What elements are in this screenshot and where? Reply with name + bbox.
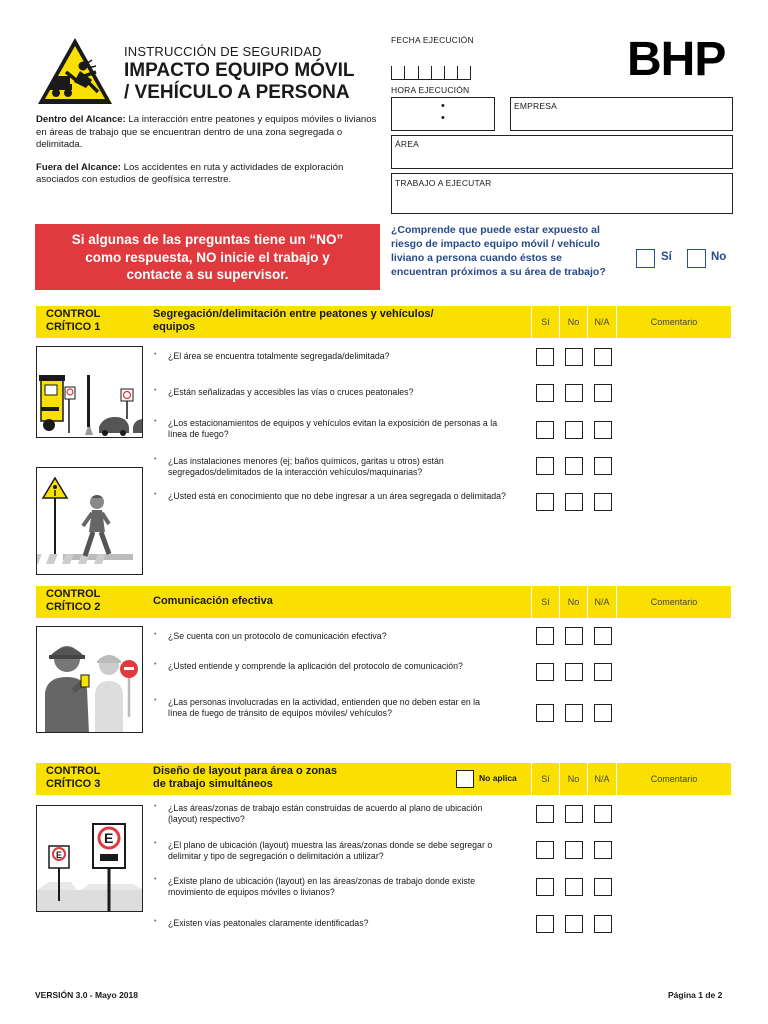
bullet-icon: • [154,418,157,425]
cc2-q3-na-checkbox[interactable] [594,704,612,722]
cc1-q4-no-checkbox[interactable] [565,457,583,475]
critical-control-2-label [46,588,100,614]
cc3-question-4: ¿Existen vías peatonales claramente identificadas? [168,918,369,928]
work-to-execute-field[interactable] [391,173,733,214]
version-label: VERSIÓN 3.0 - Mayo 2018 [35,990,138,1000]
cc3-title-line-2: de trabajo simultáneos [153,778,273,790]
cc3-label-line-2: CRÍTICO 3 [46,778,101,790]
page-number: Página 1 de 2 [668,990,723,1000]
cc1-title-line-1: Segregación/delimitación entre peatones y vehículos/ [153,308,434,320]
bullet-icon: • [154,876,157,883]
cc3-q3-si-checkbox[interactable] [536,878,554,896]
understand-no-label: No [711,251,727,263]
cc2-q3-si-checkbox[interactable] [536,704,554,722]
understand-yes-label: Sí [661,251,672,263]
critical-control-1-label [46,308,100,334]
in-scope-label: Dentro del Alcance: [36,114,126,125]
bhp-logo: BHP [627,33,726,86]
cc3-label-line-1: CONTROL [46,765,101,777]
cc1-q5-si-checkbox[interactable] [536,493,554,511]
cc2-question-3: ¿Las personas involucradas en la actividad, entienden que no deben estar en la línea de fuego de tránsito de equipos móviles/ vehículos? [168,697,481,718]
cc1-title-line-2: equipos [153,321,196,333]
understand-yes-checkbox[interactable] [636,249,655,268]
critical-control-1-title [153,308,434,334]
bullet-icon: • [154,631,157,638]
out-of-scope-label: Fuera del Alcance: [36,161,121,173]
col-header-si: Sí [532,763,559,795]
cc3-question-2: ¿El plano de ubicación (layout) muestra las áreas/zonas donde se debe segregar o delimitar y tipo de segregación o delimitación a utilizar? [168,840,493,861]
cc1-question-3: ¿Los estacionamientos de equipos y vehículos evitan la exposición de personas a la línea de fuego? [168,418,498,439]
execution-date-field[interactable] [391,48,471,80]
col-header-no: No [560,586,587,618]
stop-work-alert [35,224,380,290]
work-to-execute-label: TRABAJO A EJECUTAR [395,178,492,188]
col-header-si: Sí [532,306,559,338]
cc2-question-1: ¿Se cuenta con un protocolo de comunicación efectiva? [168,631,387,641]
cc3-q1-no-checkbox[interactable] [565,805,583,823]
area-field[interactable] [391,135,733,169]
cc2-q1-no-checkbox[interactable] [565,627,583,645]
cc2-q1-si-checkbox[interactable] [536,627,554,645]
cc3-title-line-1: Diseño de layout para área o zonas [153,765,338,777]
document-title [124,60,384,104]
execution-time-label: HORA EJECUCIÓN [391,85,470,95]
execution-time-field[interactable]: • • [391,97,495,131]
cc1-q2-no-checkbox[interactable] [565,384,583,402]
cc1-q3-si-checkbox[interactable] [536,421,554,439]
cc3-q2-no-checkbox[interactable] [565,841,583,859]
svg-text:E: E [104,830,114,846]
out-of-scope-text: Los accidentes en ruta y actividades de exploración asociados con estudios de geofísica terrestre. [36,161,344,185]
execution-date-label: FECHA EJECUCIÓN [391,35,474,45]
bullet-icon: • [154,918,157,925]
alert-line-3: contacte a su supervisor. [126,267,289,282]
cc3-q4-si-checkbox[interactable] [536,915,554,933]
area-label: ÁREA [395,139,419,149]
cc2-question-2: ¿Usted entiende y comprende la aplicación del protocolo de comunicación? [168,661,463,671]
svg-text:E: E [56,850,63,860]
col-header-no: No [560,306,587,338]
cc3-q4-no-checkbox[interactable] [565,915,583,933]
bullet-icon: • [154,456,157,463]
cc1-q5-na-checkbox[interactable] [594,493,612,511]
cc1-question-2: ¿Están señalizadas y accesibles las vías o cruces peatonales? [168,387,414,397]
cc3-not-applicable-checkbox[interactable] [456,770,474,788]
cc1-q1-si-checkbox[interactable] [536,348,554,366]
cc1-question-4: ¿Las instalaciones menores (ej; baños químicos, garitas u otros) están segregados/delimitados de la interacción vehículos/maquinarias? [168,456,444,477]
out-of-scope-paragraph [36,162,381,187]
company-label: EMPRESA [514,101,557,111]
in-scope-paragraph [36,114,381,152]
cc1-q2-si-checkbox[interactable] [536,384,554,402]
cc2-q2-no-checkbox[interactable] [565,663,583,681]
critical-control-2-header [36,586,531,618]
cc3-q1-si-checkbox[interactable] [536,805,554,823]
cc1-label-line-2: CRÍTICO 1 [46,321,101,333]
col-header-comment: Comentario [617,763,731,795]
cc1-q3-na-checkbox[interactable] [594,421,612,439]
cc3-q4-na-checkbox[interactable] [594,915,612,933]
critical-control-3-label [46,765,100,791]
communication-illustration [36,626,143,733]
bullet-icon: • [154,387,157,394]
cc3-not-applicable-label: No aplica [479,773,517,783]
cc1-q2-na-checkbox[interactable] [594,384,612,402]
bullet-icon: • [154,491,157,498]
cc3-q2-si-checkbox[interactable] [536,841,554,859]
critical-control-2-title: Comunicación efectiva [153,595,273,607]
cc1-label-line-1: CONTROL [46,308,101,320]
cc1-q5-no-checkbox[interactable] [565,493,583,511]
col-header-comment: Comentario [617,586,731,618]
bullet-icon: • [154,803,157,810]
col-header-comment: Comentario [617,306,731,338]
segregation-illustration [36,346,143,438]
col-header-na: N/A [588,763,616,795]
cc3-question-1: ¿Las áreas/zonas de trabajo están construidas de acuerdo al plano de ubicación (layout) respectivo? [168,803,483,824]
bullet-icon: • [154,840,157,847]
cc3-q3-na-checkbox[interactable] [594,878,612,896]
parking-signs-illustration [36,805,143,912]
cc2-q2-si-checkbox[interactable] [536,663,554,681]
cc1-q4-si-checkbox[interactable] [536,457,554,475]
cc1-q1-no-checkbox[interactable] [565,348,583,366]
cc1-q1-na-checkbox[interactable] [594,348,612,366]
col-header-no: No [560,763,587,795]
cc3-q2-na-checkbox[interactable] [594,841,612,859]
title-line-1: IMPACTO EQUIPO MÓVIL [124,60,355,81]
cc1-q3-no-checkbox[interactable] [565,421,583,439]
cc3-q3-no-checkbox[interactable] [565,878,583,896]
col-header-si: Sí [532,586,559,618]
cc2-q2-na-checkbox[interactable] [594,663,612,681]
cc3-q1-na-checkbox[interactable] [594,805,612,823]
title-line-2: / VEHÍCULO A PERSONA [124,82,350,103]
alert-line-2: como respuesta, NO inicie el trabajo y [85,249,330,265]
document-kicker: INSTRUCCIÓN DE SEGURIDAD [124,44,322,59]
scope-section [36,114,381,187]
cc2-q3-no-checkbox[interactable] [565,704,583,722]
cc1-question-5: ¿Usted está en conocimiento que no debe ingresar a un área segregada o delimitada? [168,491,506,501]
cc1-q4-na-checkbox[interactable] [594,457,612,475]
col-header-na: N/A [588,586,616,618]
cc2-label-line-2: CRÍTICO 2 [46,601,101,613]
cc2-q1-na-checkbox[interactable] [594,627,612,645]
pedestrian-crossing-illustration [36,467,143,575]
col-header-na: N/A [588,306,616,338]
pedestrian-hit-warning-icon [36,36,114,106]
cc2-label-line-1: CONTROL [46,588,101,600]
exposure-understanding-question: ¿Comprende que puede estar expuesto al riesgo de impacto equipo móvil / vehículo liviano a persona cuando éstos se encuentran próximos a su área de trabajo? [391,224,606,278]
bullet-icon: • [154,351,157,358]
cc1-question-1: ¿El área se encuentra totalmente segregada/delimitada? [168,351,390,361]
understand-no-checkbox[interactable] [687,249,706,268]
company-field[interactable] [510,97,733,131]
cc3-question-3: ¿Existe plano de ubicación (layout) en las áreas/zonas de trabajo donde existe movimiento de equipos móviles o livianos? [168,876,476,897]
alert-line-1: Si algunas de las preguntas tiene un “NO” [71,232,344,247]
in-scope-text: La interacción entre peatones y equipos móviles o livianos en áreas de trabajo que se encuentran dentro de una zona segregada o delimitada. [36,114,377,150]
bullet-icon: • [154,697,157,704]
critical-control-3-title [153,765,337,791]
bullet-icon: • [154,661,157,668]
